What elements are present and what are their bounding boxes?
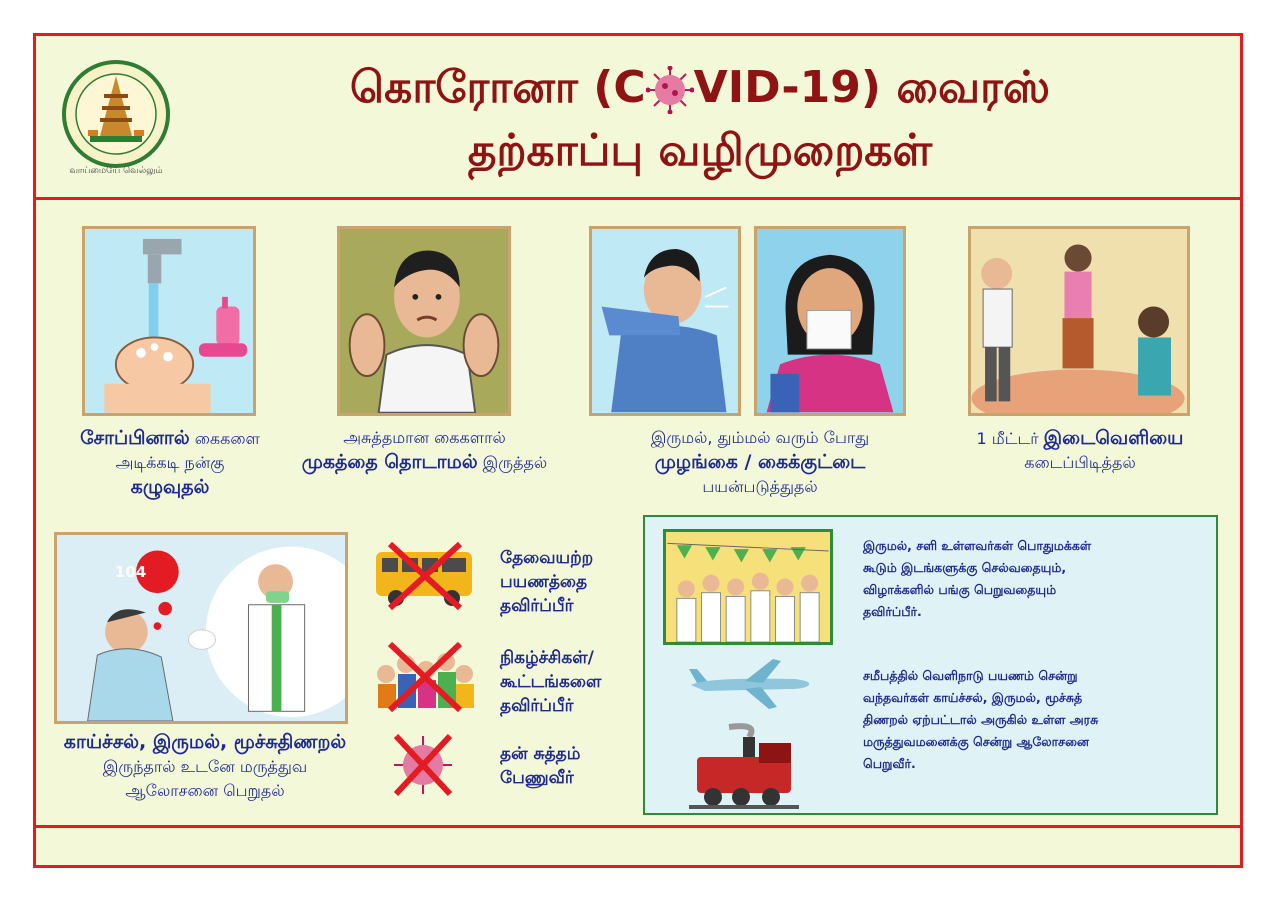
advisory-paragraph-2 bbox=[863, 665, 1183, 775]
advisory-p1-line4: தவிர்ப்பீர். bbox=[863, 604, 922, 619]
travel-advisory-box bbox=[643, 515, 1218, 815]
caption-face bbox=[262, 426, 587, 475]
cough-elbow-illustration bbox=[589, 226, 741, 416]
advisory-p2-line1: சமீபத்தில் வெளிநாடு பயணம் சென்று bbox=[863, 668, 1078, 683]
virus-icon bbox=[388, 732, 458, 798]
avoid-travel-line2: பயணத்தை bbox=[500, 572, 588, 592]
hygiene-line1: தன் சுத்தம் bbox=[500, 744, 581, 764]
caption-distance bbox=[940, 426, 1220, 475]
avoid-travel-line3: தவிர்ப்பீர் bbox=[500, 596, 574, 616]
caption-face-bold2: முகத்தை தொடாமல் bbox=[301, 451, 478, 473]
advisory-p2-line2: வந்தவர்கள் காய்ச்சல், இருமல், மூச்சுத் bbox=[863, 690, 1083, 705]
caption-handwash-line2: அடிக்கடி நன்கு bbox=[115, 453, 225, 472]
caption-handwash-bold1: சோப்பினால் bbox=[80, 427, 190, 449]
avoid-travel-line1: தேவையற்ற bbox=[500, 548, 594, 568]
avoid-crowd-line2: கூட்டங்களை bbox=[500, 672, 602, 692]
helpline-badge: 104 bbox=[115, 563, 147, 581]
header-divider bbox=[33, 197, 1243, 200]
advisory-p2-line5: பெறுவீர். bbox=[863, 756, 916, 771]
emblem-motto: வாய்மையே வெல்லும் bbox=[69, 166, 163, 176]
footer-divider bbox=[33, 825, 1243, 828]
avoid-crowd-line3: தவிர்ப்பீர் bbox=[500, 696, 574, 716]
caption-distance-line2: கடைப்பிடித்தல் bbox=[1024, 453, 1136, 472]
advisory-paragraph-1 bbox=[863, 535, 1183, 623]
caption-fever bbox=[40, 730, 370, 803]
advisory-p2-line4: மருத்துவமனைக்கு சென்று ஆலோசனை bbox=[863, 734, 1090, 749]
caption-face-line1: அசுத்தமான கைகளால் bbox=[343, 428, 506, 447]
caption-cough-line3: பயன்படுத்துதல் bbox=[702, 477, 818, 496]
avoid-travel-text bbox=[500, 546, 593, 618]
crowd-icon bbox=[372, 640, 476, 712]
social-distance-illustration bbox=[968, 226, 1190, 416]
advisory-p2-line3: திணறல் ஏற்பட்டால் அருகில் உள்ள அரசு bbox=[863, 712, 1099, 727]
caption-distance-pre: 1 மீட்டர் bbox=[976, 429, 1044, 448]
hygiene-text bbox=[500, 742, 580, 790]
avoid-crowd-line1: நிகழ்ச்சிகள்/ bbox=[500, 648, 594, 668]
gathering-illustration bbox=[663, 529, 833, 645]
sneeze-handkerchief-illustration bbox=[754, 226, 906, 416]
advisory-p1-line1: இருமல், சளி உள்ளவர்கள் பொதுமக்கள் bbox=[863, 538, 1092, 553]
caption-handwash-bold3: கழுவுதல் bbox=[130, 476, 210, 498]
tamilnadu-emblem-icon bbox=[60, 58, 172, 170]
caption-fever-line3: ஆலோசனை பெறுதல் bbox=[125, 781, 285, 800]
caption-cough-bold2: முழங்கை / கைக்குட்டை bbox=[654, 451, 866, 473]
caption-face-rest2: இருத்தல் bbox=[477, 453, 548, 472]
caption-fever-bold: காய்ச்சல், இருமல், மூச்சுதிணறல் bbox=[63, 731, 347, 753]
airplane-icon bbox=[685, 657, 815, 711]
handwash-illustration bbox=[82, 226, 256, 416]
caption-handwash bbox=[50, 426, 290, 500]
advisory-p1-line3: விழாக்களில் பங்கு பெறுவதையும் bbox=[863, 582, 1057, 597]
train-icon bbox=[689, 723, 799, 809]
caption-fever-line2: இருந்தால் உடனே மருத்துவ bbox=[102, 757, 308, 776]
caption-handwash-rest1: கைகளை bbox=[189, 429, 260, 448]
dont-touch-face-illustration bbox=[337, 226, 511, 416]
page-title-line2: தற்காப்பு வழிமுறைகள் bbox=[467, 125, 933, 176]
advisory-p1-line2: கூடும் இடங்களுக்கு செல்வதையும், bbox=[863, 560, 1067, 575]
page-title-line1 bbox=[195, 62, 1205, 119]
coronavirus-icon bbox=[646, 66, 694, 114]
title-part-b: VID-19) வைரஸ் bbox=[693, 62, 1051, 113]
caption-cough-line1: இருமல், தும்மல் வரும் போது bbox=[650, 428, 870, 447]
title-part-a: கொரோனா (C bbox=[349, 62, 646, 113]
hygiene-line2: பேணுவீர் bbox=[500, 768, 574, 788]
bus-icon bbox=[372, 542, 476, 610]
caption-cough bbox=[600, 426, 920, 499]
fever-doctor-illustration bbox=[54, 532, 348, 724]
caption-distance-bold: இடைவெளியை bbox=[1043, 427, 1184, 449]
avoid-crowd-text bbox=[500, 646, 601, 718]
